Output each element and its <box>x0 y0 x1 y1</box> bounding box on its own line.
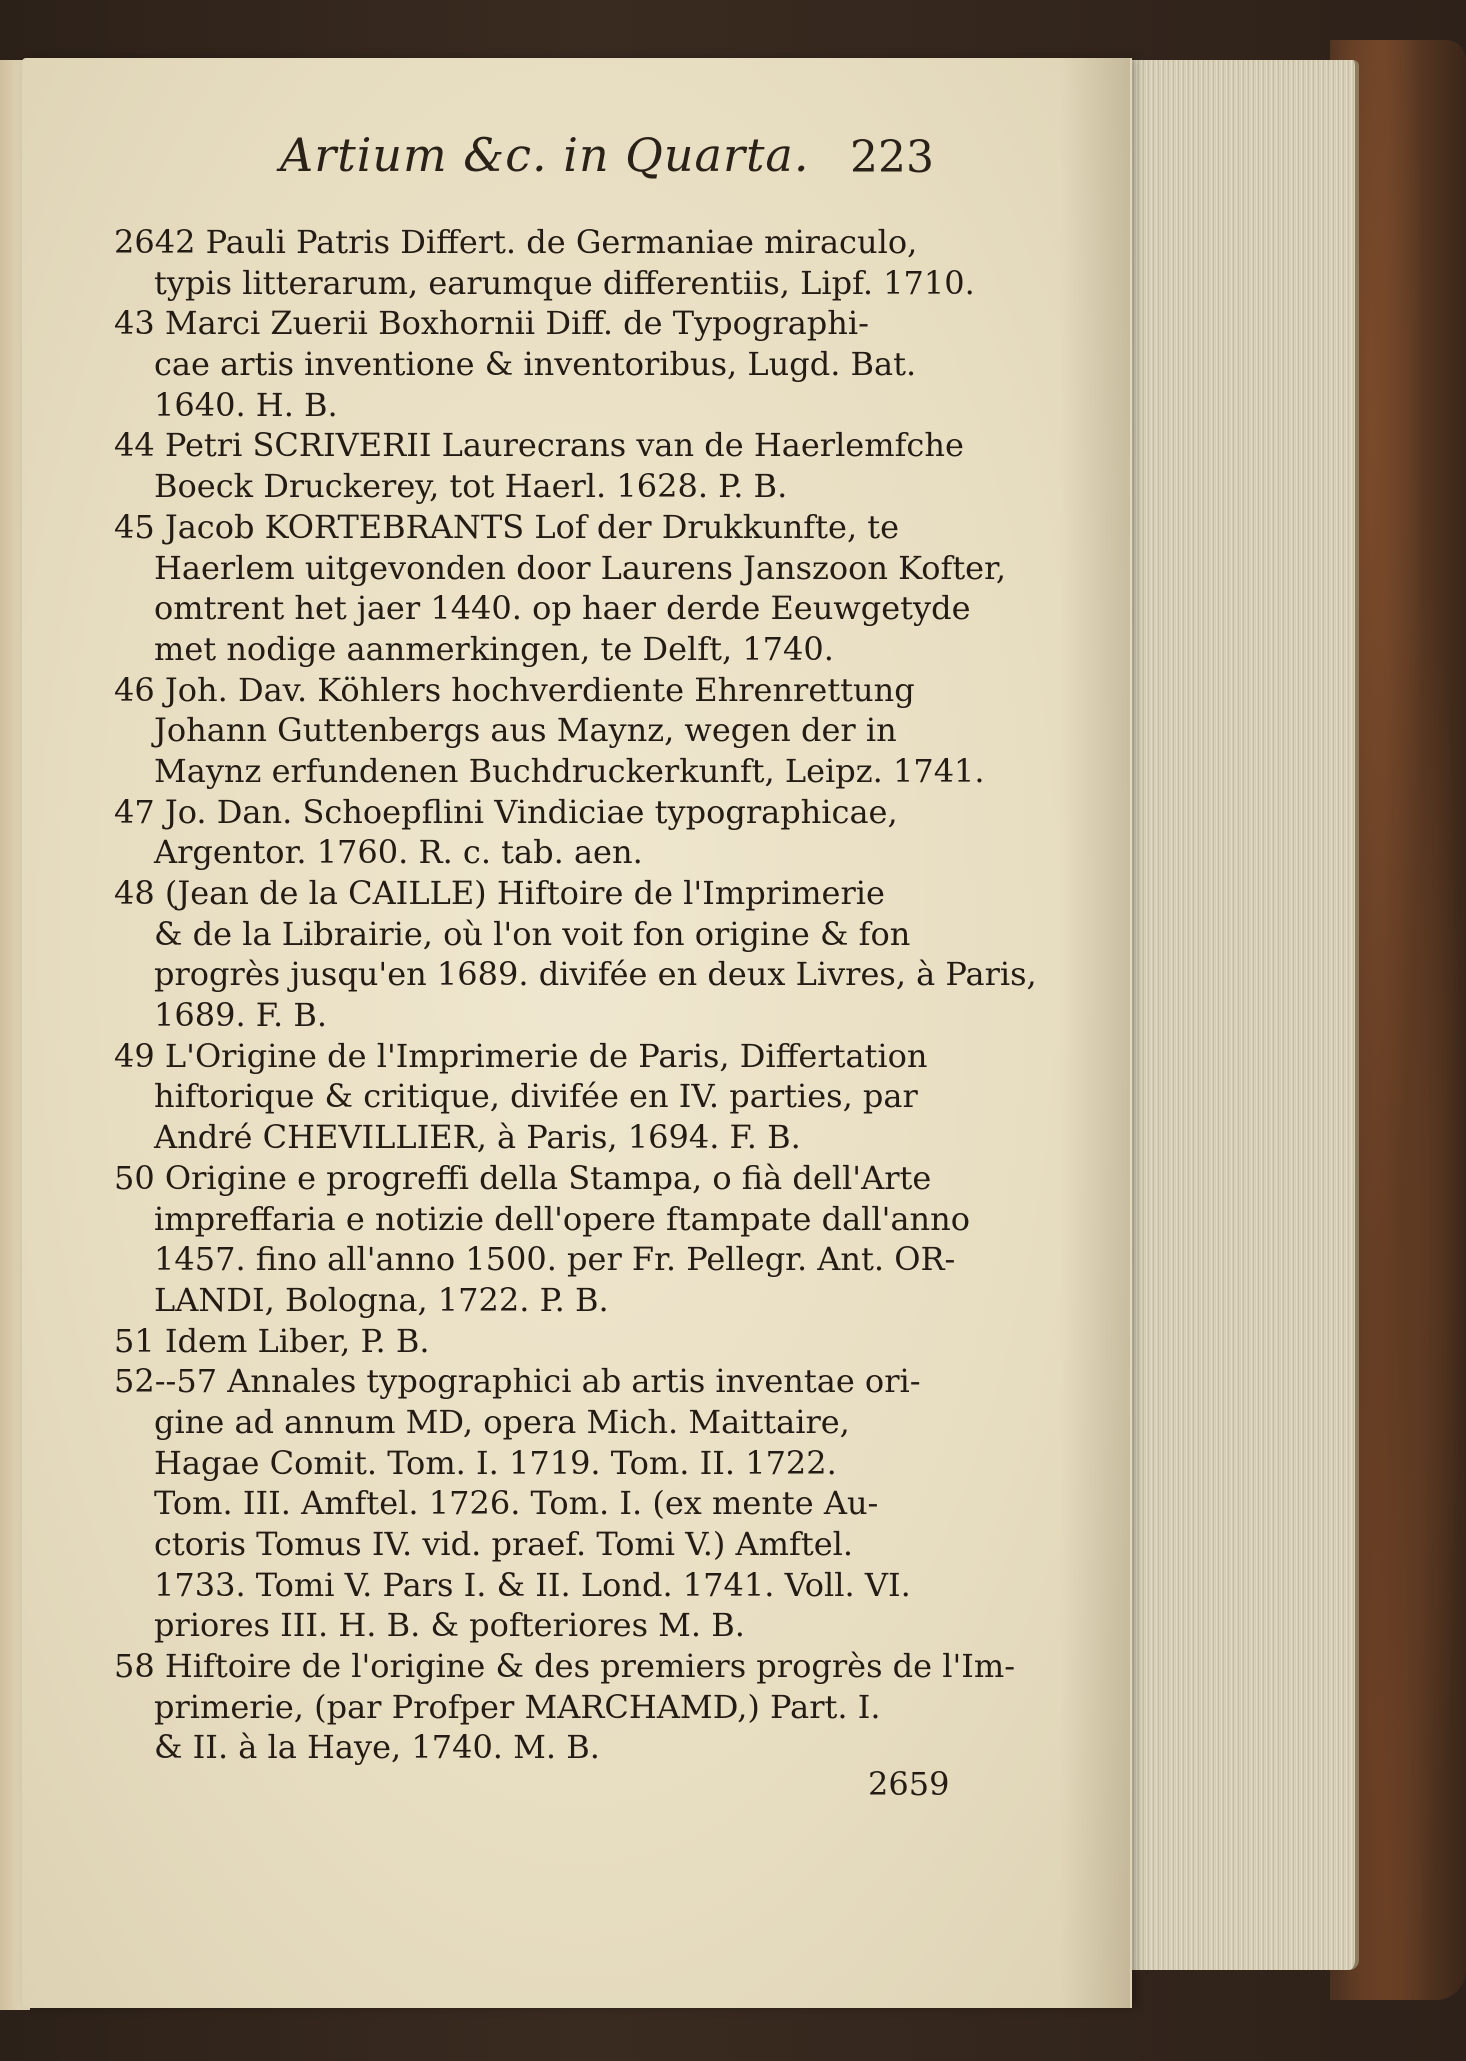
page-stack-edge <box>1105 60 1359 1970</box>
entry-line: LANDI, Bologna, 1722. P. B. <box>154 1280 609 1319</box>
catalogue-entries <box>114 222 1037 1768</box>
entry-line: cae artis inventione & inventoribus, Lugd. Bat. <box>154 345 917 384</box>
entry-line: 48 (Jean de la CAILLE) Hiftoire de l'Imprimerie <box>114 874 885 912</box>
entry-line: 49 L'Origine de l'Imprimerie de Paris, Differtation <box>114 1036 928 1075</box>
gutter-shadow <box>1060 58 1130 2008</box>
entry-line: 51 Idem Liber, P. B. <box>114 1321 430 1360</box>
catchword: 2659 <box>868 1765 950 1803</box>
entry-line: met nodige aanmerkingen, te Delft, 1740. <box>154 629 834 668</box>
entry-line: Argentor. 1760. R. c. tab. aen. <box>154 833 643 872</box>
entry-line: 1640. H. B. <box>154 385 338 424</box>
entry-line: 43 Marci Zuerii Boxhornii Diff. de Typographi- <box>114 304 869 343</box>
entry-line: 47 Jo. Dan. Schoepflini Vindiciae typographicae, <box>114 792 898 831</box>
entry-line: Johann Guttenbergs aus Maynz, wegen der in <box>154 711 897 750</box>
entry-line: 45 Jacob KORTEBRANTS Lof der Drukkunfte, te <box>114 507 900 546</box>
entry-line: Hagae Comit. Tom. I. 1719. Tom. II. 1722. <box>154 1443 837 1482</box>
entry-line: 52--57 Annales typographici ab artis inventae ori- <box>114 1362 921 1401</box>
entry-line: André CHEVILLIER, à Paris, 1694. F. B. <box>154 1118 801 1157</box>
entry-line: 1689. F. B. <box>154 996 328 1035</box>
entry-line: 46 Joh. Dav. Köhlers hochverdiente Ehrenrettung <box>114 670 915 709</box>
entry-line: 50 Origine e progreffi della Stampa, o fià dell'Arte <box>114 1158 932 1197</box>
entry-line: impreffaria e notizie dell'opere ftampate dall'anno <box>154 1199 970 1238</box>
entry-line: Haerlem uitgevonden door Laurens Janszoon Kofter, <box>154 548 1007 587</box>
running-head <box>280 128 980 198</box>
entry-line: ctoris Tomus IV. vid. praef. Tomi V.) Amftel. <box>154 1525 854 1563</box>
entry-line: 44 Petri SCRIVERII Laurecrans van de Haerlemfche <box>114 426 964 465</box>
entry-line: Maynz erfundenen Buchdruckerkunft, Leipz. 1741. <box>154 751 985 790</box>
entry-line: progrès jusqu'en 1689. divifée en deux Livres, à Paris, <box>154 955 1037 994</box>
entry-line: hiftorique & critique, divifée en IV. parties, par <box>154 1077 918 1116</box>
entry-line: Tom. III. Amftel. 1726. Tom. I. (ex mente Au- <box>154 1484 879 1523</box>
entry-line: priores III. H. B. & pofteriores M. B. <box>154 1606 745 1645</box>
running-title: Artium &c. in Quarta. <box>280 128 810 182</box>
entry-line: & de la Librairie, où l'on voit fon origine & fon <box>154 914 911 953</box>
entry-line: primerie, (par Profper MARCHAMD,) Part. I. <box>154 1687 881 1726</box>
entry-line: 1733. Tomi V. Pars I. & II. Lond. 1741. Voll. VI. <box>154 1565 911 1604</box>
entry-line: omtrent het jaer 1440. op haer derde Eeuwgetyde <box>154 589 971 628</box>
entry-line: typis litterarum, earumque differentiis, Lipf. 1710. <box>154 263 975 302</box>
entry-line: 1457. fino all'anno 1500. per Fr. Pellegr. Ant. OR- <box>154 1240 956 1279</box>
entry-line: & II. à la Haye, 1740. M. B. <box>154 1728 600 1767</box>
entry-line: Boeck Druckerey, tot Haerl. 1628. P. B. <box>154 467 788 506</box>
entry-line: gine ad annum MD, opera Mich. Maittaire, <box>154 1402 850 1441</box>
entry-line: 2642 Pauli Patris Differt. de Germaniae miraculo, <box>114 223 918 261</box>
entry-line: 58 Hiftoire de l'origine & des premiers progrès de l'Im- <box>114 1647 1016 1686</box>
page-number: 223 <box>850 132 934 183</box>
